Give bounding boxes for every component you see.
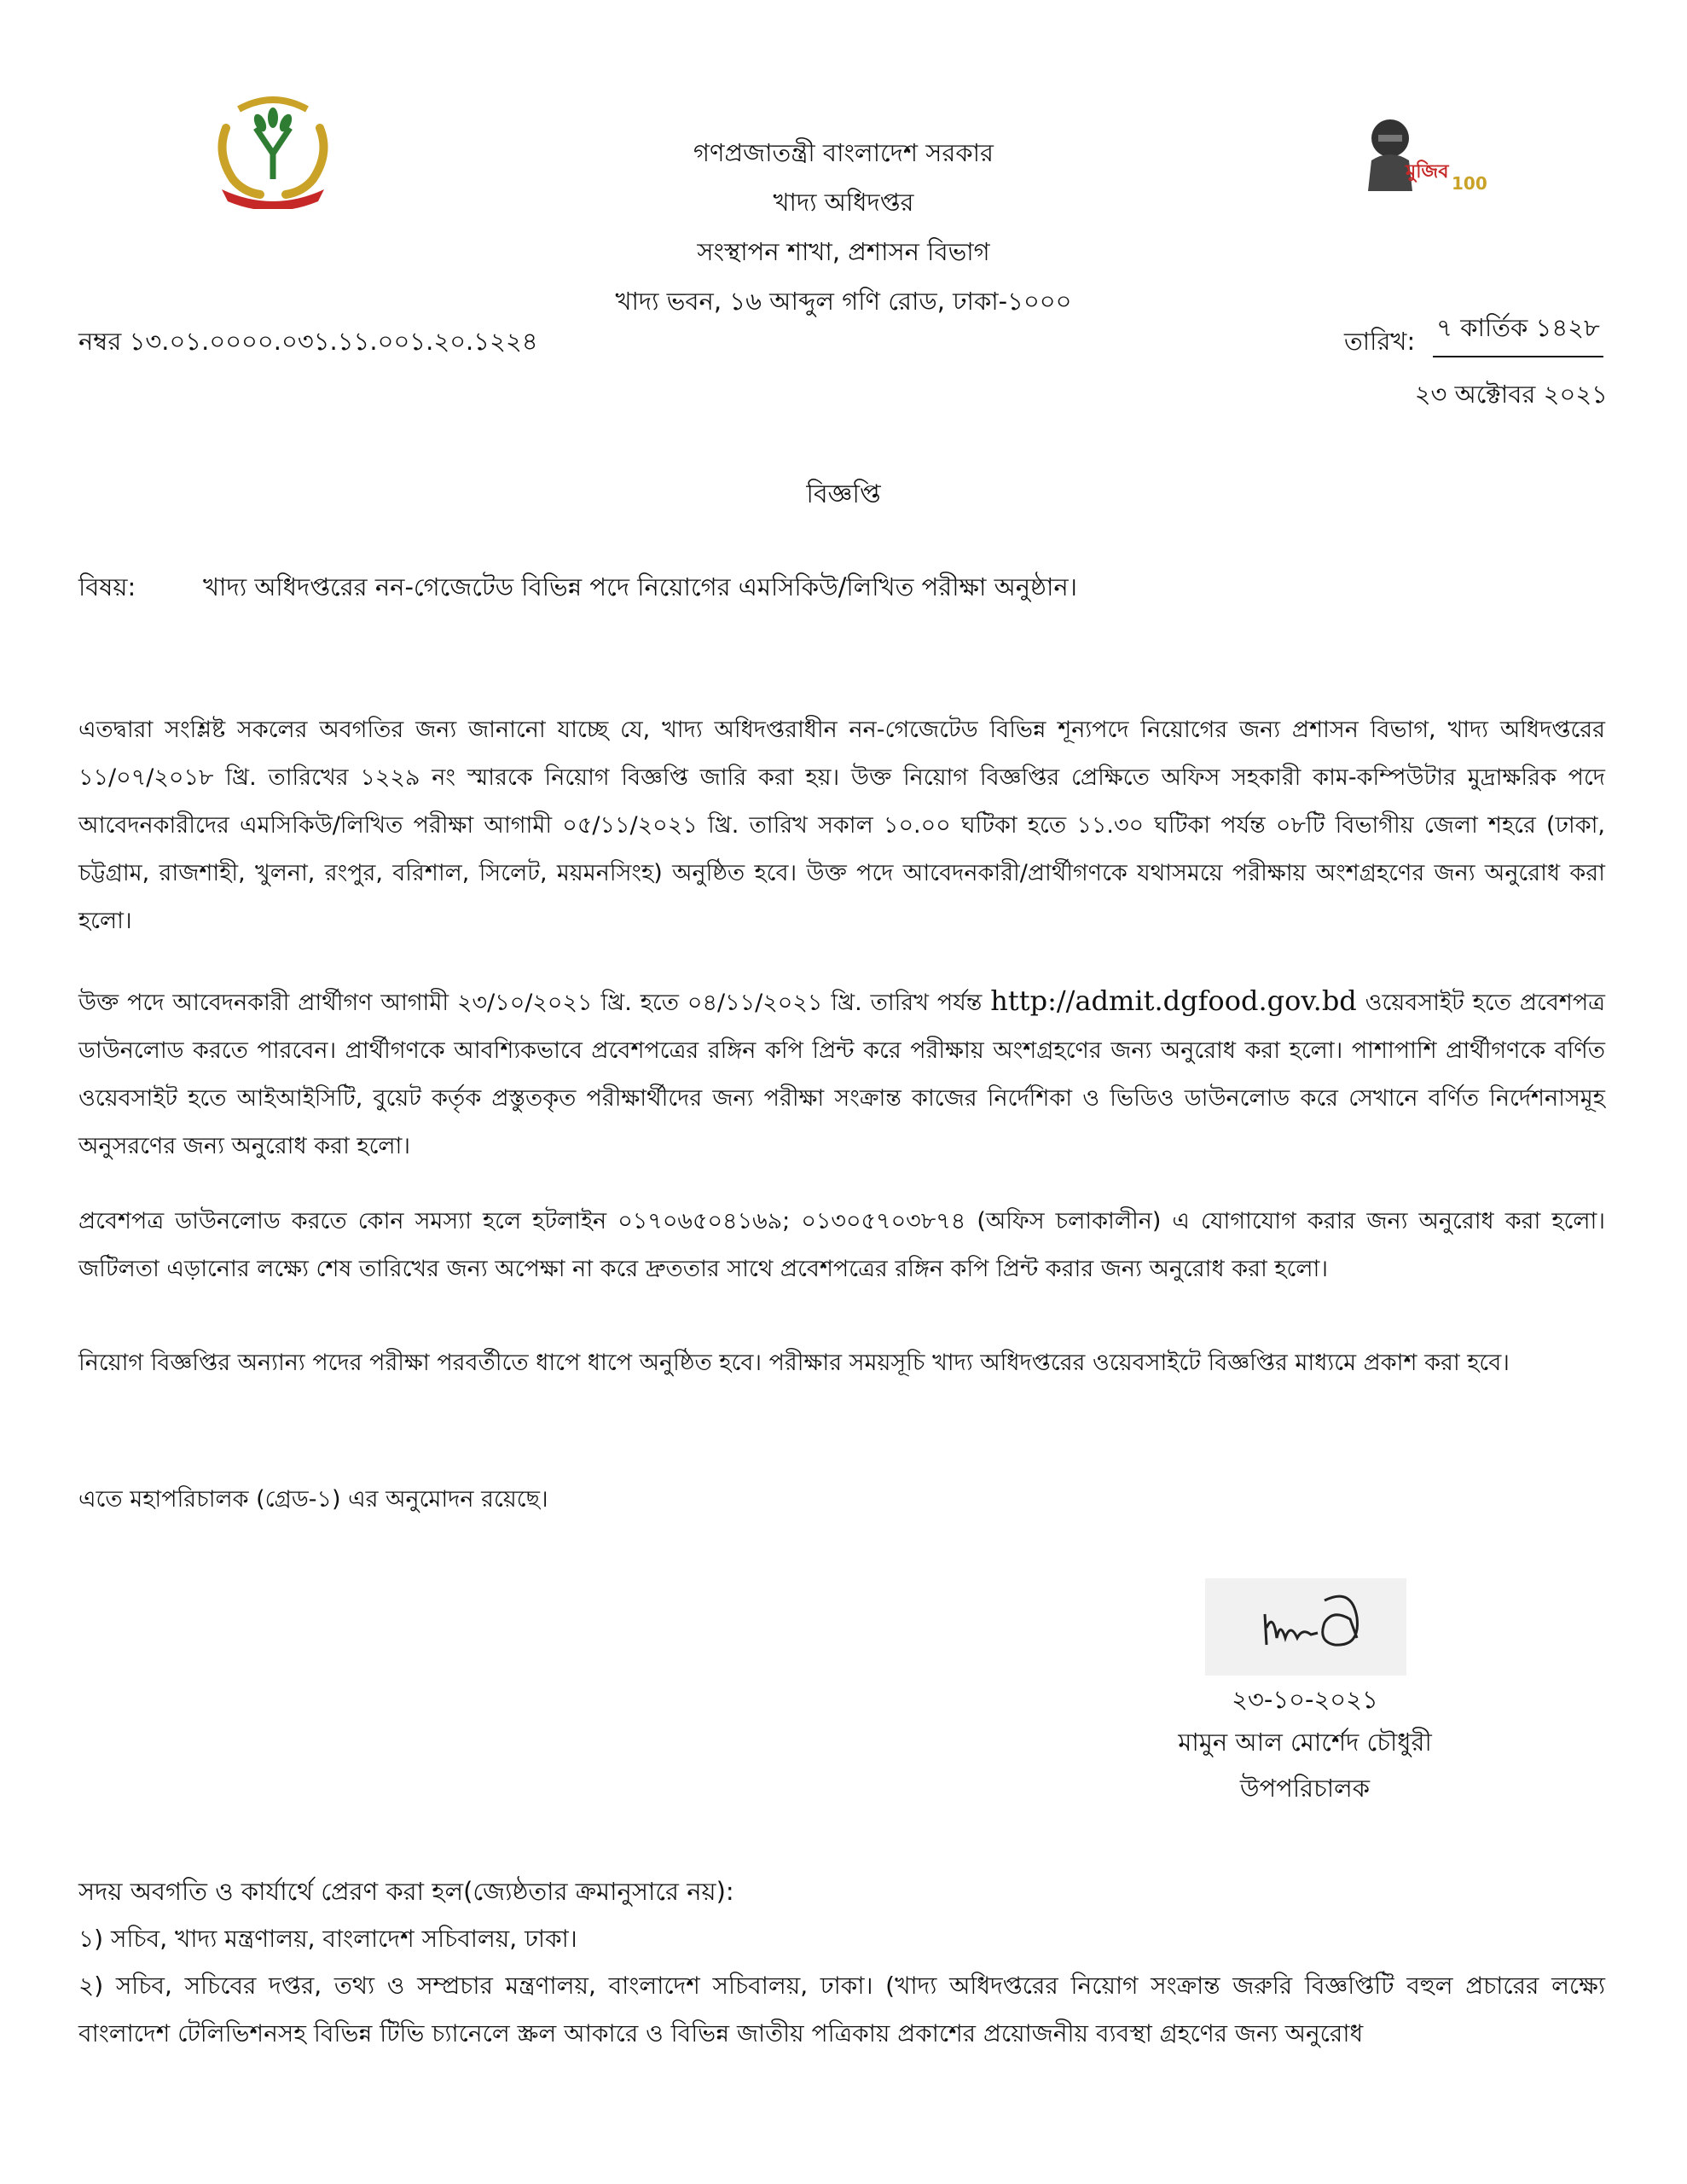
- date-bangla: ৭ কার্তিক ১৪২৮: [1433, 309, 1603, 357]
- memo-number: নম্বর ১৩.০১.০০০০.০৩১.১১.০০১.২০.১২২৪: [78, 327, 538, 356]
- svg-text:100: 100: [1452, 173, 1487, 194]
- signatory-name: মামুন আল মোর্শেদ চৌধুরী: [1178, 1728, 1432, 1757]
- body-paragraph-4: নিয়োগ বিজ্ঞপ্তির অন্যান্য পদের পরীক্ষা পরবর্তীতে ধাপে ধাপে অনুষ্ঠিত হবে। পরীক্ষার সময়সূচি খাদ্য অধিদপ্তরের ওয়েবসাইটে বিজ্ঞপ্তির মাধ্যমে প্রকাশ করা হবে।: [78, 1350, 1510, 1376]
- signature-image: [1205, 1578, 1406, 1676]
- office-address: খাদ্য ভবন, ১৬ আব্দুল গণি রোড, ঢাকা-১০০০: [615, 287, 1072, 316]
- distribution-item-1: ১) সচিব, খাদ্য মন্ত্রণালয়, বাংলাদেশ সচিবালয়, ঢাকা।: [78, 1925, 577, 1953]
- subject-label: বিষয়:: [78, 572, 136, 601]
- office-name: খাদ্য অধিদপ্তর: [773, 188, 914, 217]
- date-english: ২৩ অক্টোবর ২০২১: [1414, 380, 1608, 409]
- body-paragraph-3: প্রবেশপত্র ডাউনলোড করতে কোন সমস্যা হলে হটলাইন ০১৭০৬৫০৪১৬৯; ০১৩০৫৭০৩৮৭৪ (অফিস চলাকালীন) এ যোগাযোগ করার জন্য অনুরোধ করা হলো। জটিলতা এড়ানোর লক্ষ্যে শেষ তারিখের জন্য অপেক্ষা না করে দ্রুততার সাথে প্রবেশপত্রের রঙ্গিন কপি প্রিন্ট করার জন্য অনুরোধ করা হলো।: [78, 1208, 1605, 1282]
- distribution-heading: সদয় অবগতি ও কার্যার্থে প্রেরণ করা হল(জ্যেষ্ঠতার ক্রমানুসারে নয়):: [78, 1877, 734, 1906]
- signatory-designation: উপপরিচালক: [1239, 1774, 1371, 1803]
- svg-text:মুজিব: মুজিব: [1406, 161, 1449, 183]
- letterhead: [0, 128, 1687, 326]
- paragraph-2-end: ওয়েবসাইট হতে প্রবেশপত্র ডাউনলোড করতে পারবেন। প্রার্থীগণকে আবশ্যিকভাবে প্রবেশপত্রের রঙ্গিন কপি প্রিন্ট করে পরীক্ষায় অংশগ্রহণের জন্য অনুরোধ করা হলো। পাশাপাশি প্রার্থীগণকে বর্ণিত ওয়েবসাইট হতে আইআইসিটি, বুয়েট কর্তৃক প্রস্তুতকৃত পরীক্ষার্থীদের জন্য পরীক্ষা সংক্রান্ত কাজের নির্দেশিকা ও ভিডিও ডাউনলোড করে সেখানে বর্ণিত নির্দেশনাসমূহ অনুসরণের জন্য অনুরোধ করা হলো।: [78, 990, 1605, 1159]
- section-name: সংস্থাপন শাখা, প্রশাসন বিভাগ: [697, 237, 990, 266]
- subject-text: খাদ্য অধিদপ্তরের নন-গেজেটেড বিভিন্ন পদে নিয়োগের এমসিকিউ/লিখিত পরীক্ষা অনুষ্ঠান।: [203, 572, 1078, 601]
- signature-date: ২৩-১০-২০২১: [1232, 1685, 1378, 1714]
- body-paragraph-5: এতে মহাপরিচালক (গ্রেড-১) এর অনুমোদন রয়েছে।: [78, 1486, 548, 1513]
- govt-name: গণপ্রজাতন্ত্রী বাংলাদেশ সরকার: [693, 138, 994, 167]
- distribution-item-2: ২) সচিব, সচিবের দপ্তর, তথ্য ও সম্প্রচার মন্ত্রণালয়, বাংলাদেশ সচিবালয়, ঢাকা। (খাদ্য অধিদপ্তরের নিয়োগ সংক্রান্ত জরুরি বিজ্ঞপ্তিটি বহুল প্রচারের লক্ষ্যে বাংলাদেশ টেলিভিশনসহ বিভিন্ন টিভি চ্যানেলে স্ক্রল আকারে ও বিভিন্ন জাতীয় পত্রিকায় প্রকাশের প্রয়োজনীয় ব্যবস্থা গ্রহণের জন্য অনুরোধ: [78, 1972, 1605, 2048]
- date-label: তারিখ:: [1344, 327, 1416, 356]
- body-paragraph-2: [78, 977, 1605, 1170]
- body-paragraph-1: এতদ্বারা সংশ্লিষ্ট সকলের অবগতির জন্য জানানো যাচ্ছে যে, খাদ্য অধিদপ্তরাধীন নন-গেজেটেড বিভিন্ন শূন্যপদে নিয়োগের জন্য প্রশাসন বিভাগ, খাদ্য অধিদপ্তরের ১১/০৭/২০১৮ খ্রি. তারিখের ১২২৯ নং স্মারকে নিয়োগ বিজ্ঞপ্তি জারি করা হয়। উক্ত নিয়োগ বিজ্ঞপ্তির প্রেক্ষিতে অফিস সহকারী কাম-কম্পিউটার মুদ্রাক্ষরিক পদে আবেদনকারীদের এমসিকিউ/লিখিত পরীক্ষা আগামী ০৫/১১/২০২১ খ্রি. তারিখ সকাল ১০.০০ ঘটিকা হতে ১১.৩০ ঘটিকা পর্যন্ত ০৮টি বিভাগীয় জেলা শহরে (ঢাকা, চট্টগ্রাম, রাজশাহী, খুলনা, রংপুর, বরিশাল, সিলেট, ময়মনসিংহ) অনুষ্ঠিত হবে। উক্ত পদে আবেদনকারী/প্রার্থীগণকে যথাসময়ে পরীক্ষায় অংশগ্রহণের জন্য অনুরোধ করা হলো।: [78, 717, 1605, 934]
- paragraph-2-start: উক্ত পদে আবেদনকারী প্রার্থীগণ আগামী ২৩/১০/২০২১ খ্রি. হতে ০৪/১১/২০২১ খ্রি. তারিখ পর্যন্ত: [78, 990, 991, 1016]
- admit-card-url: http://admit.dgfood.gov.bd: [990, 985, 1357, 1017]
- notice-title: বিজ্ঞপ্তি: [806, 479, 881, 509]
